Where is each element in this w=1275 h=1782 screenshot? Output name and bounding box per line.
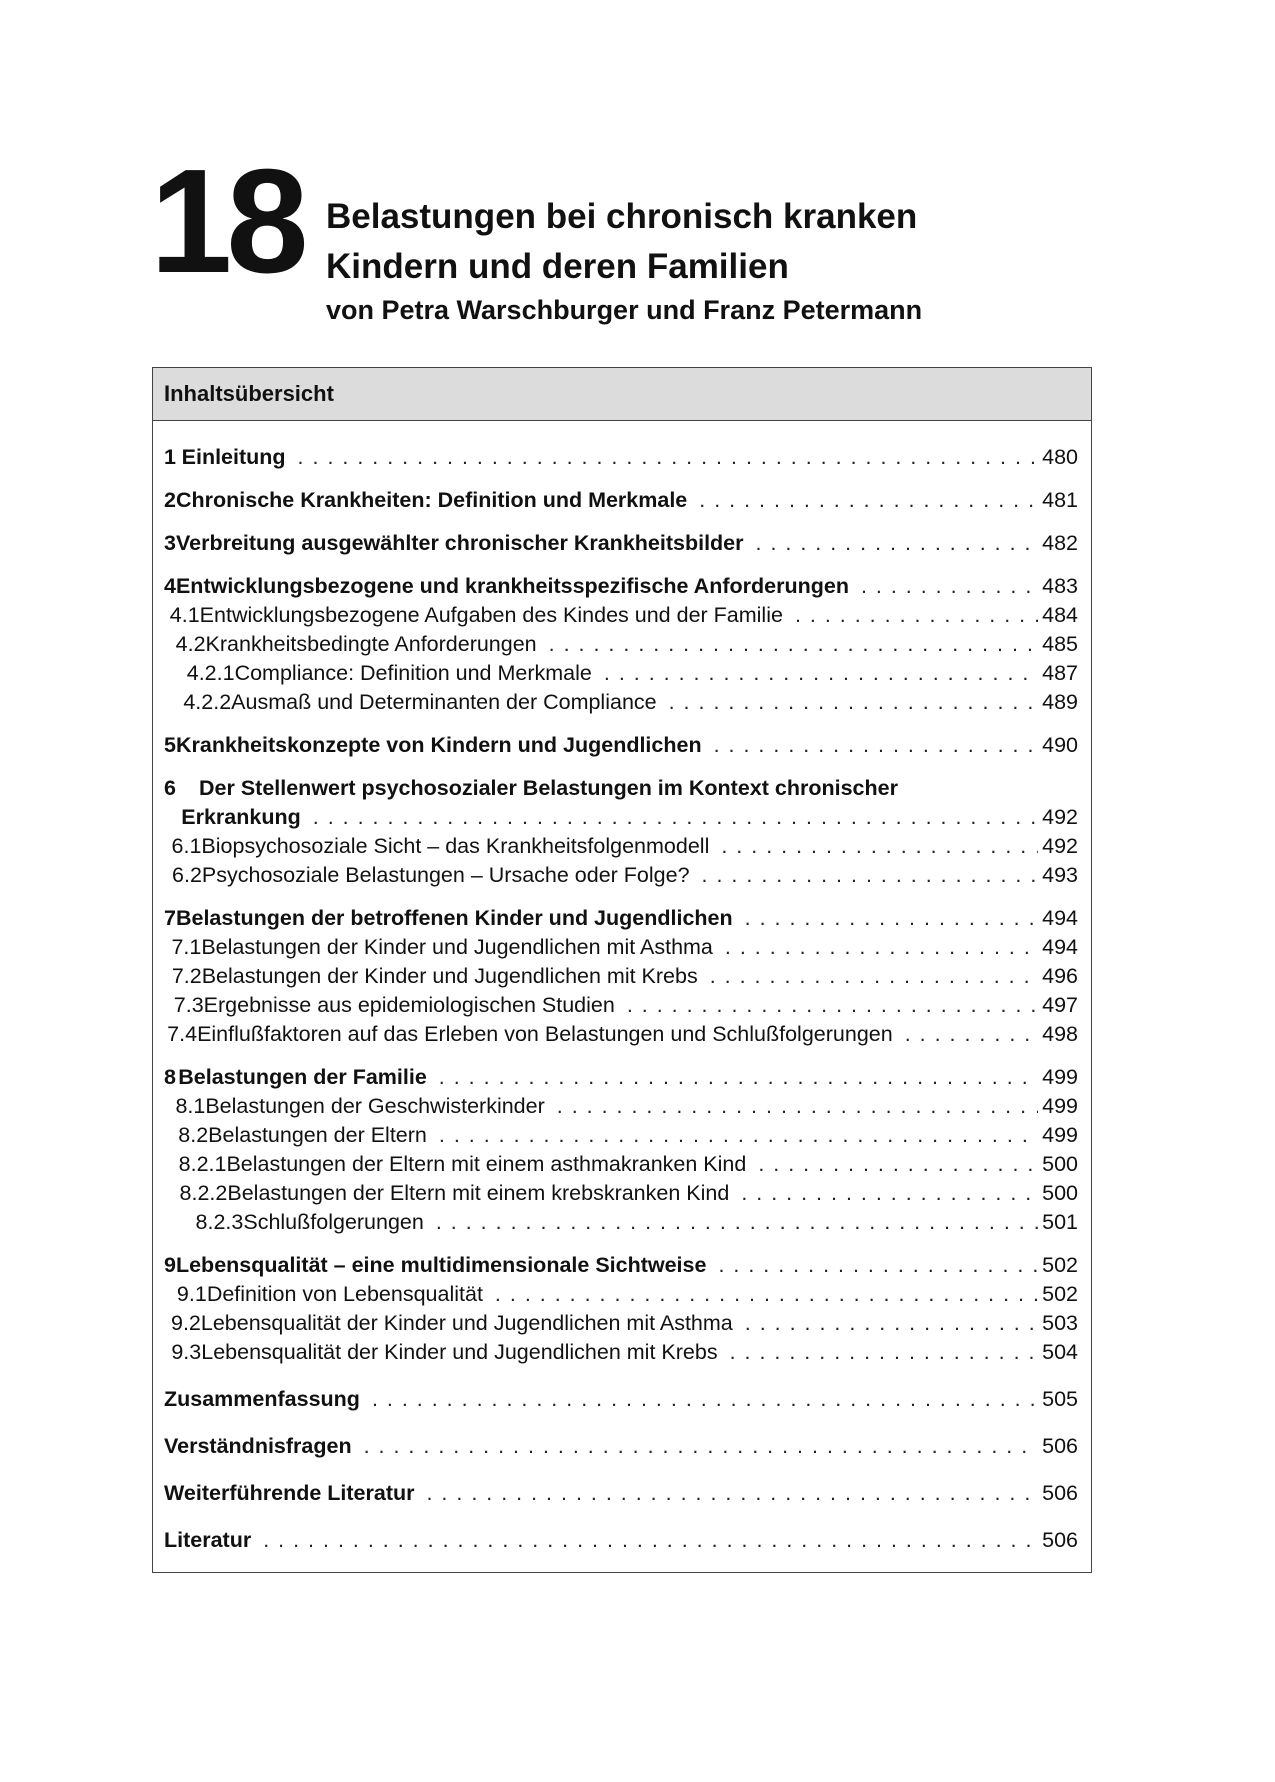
toc-entry-number: 8.2.1 <box>178 1152 227 1176</box>
toc-leader-dots <box>669 688 1039 717</box>
toc-entry-title: Lebensqualität der Kinder und Jugendlichen mit Krebs <box>201 1340 718 1364</box>
toc-entry-8-2-2[interactable] <box>164 1179 1078 1208</box>
toc-entry-page: 485 <box>1042 632 1078 656</box>
toc-entry-title: Zusammenfassung <box>164 1387 360 1411</box>
toc-entry-number: 5 <box>164 733 176 757</box>
toc-entry-7-4[interactable] <box>164 1020 1078 1049</box>
table-of-contents <box>152 367 1092 1573</box>
toc-entry-title: Belastungen der Kinder und Jugendlichen mit Asthma <box>201 935 713 959</box>
toc-entry-6-line-1[interactable] <box>164 774 1078 803</box>
toc-leader-dots <box>756 529 1039 558</box>
toc-entry-title: Belastungen der Kinder und Jugendlichen mit Krebs <box>201 964 698 988</box>
toc-leader-dots <box>495 1280 1038 1309</box>
toc-entry-page: 481 <box>1042 488 1078 512</box>
toc-entry-number: 9 <box>164 1253 176 1277</box>
toc-entry-title: Compliance: Definition und Merkmale <box>234 661 592 685</box>
toc-entry-title: Belastungen der Eltern mit einem asthmakranken Kind <box>226 1152 747 1176</box>
toc-leader-dots <box>721 832 1038 861</box>
toc-entry-title: Belastungen der Eltern <box>208 1123 427 1147</box>
toc-entry-title: Verständnisfragen <box>164 1434 352 1458</box>
toc-entry-page: 499 <box>1042 1065 1078 1089</box>
chapter-title-line-1: Belastungen bei chronisch kranken <box>326 197 918 236</box>
toc-entry-title: Krankheitskonzepte von Kindern und Jugendlichen <box>175 733 702 757</box>
toc-entry-page: 492 <box>1042 805 1078 829</box>
toc-entry-4-2[interactable] <box>164 630 1078 659</box>
toc-entry-page: 504 <box>1042 1340 1078 1364</box>
toc-leader-dots <box>436 1208 1038 1237</box>
toc-entry-number: 4.2.1 <box>186 661 235 685</box>
toc-entry-6-line-2[interactable] <box>164 803 1078 832</box>
toc-entry-9-3[interactable] <box>164 1338 1078 1367</box>
toc-entry-title: Belastungen der betroffenen Kinder und Jugendlichen <box>175 906 733 930</box>
toc-entry-number: 8 <box>164 1065 176 1089</box>
toc-leader-dots <box>795 601 1038 630</box>
toc-header: Inhaltsübersicht <box>153 368 1091 421</box>
toc-entry-page: 484 <box>1042 603 1078 627</box>
toc-entry-4-2-1[interactable] <box>164 659 1078 688</box>
toc-entry-4[interactable] <box>164 572 1078 601</box>
toc-entry-title: Lebensqualität – eine multidimensionale Sichtweise <box>175 1253 707 1277</box>
toc-entry-number: 8.2.3 <box>195 1210 244 1234</box>
toc-entry-title: Weiterführende Literatur <box>164 1481 415 1505</box>
toc-leader-dots <box>557 1092 1038 1121</box>
toc-leader-dots <box>745 1309 1038 1338</box>
toc-leader-dots <box>699 486 1038 515</box>
toc-entry-8-2-1[interactable] <box>164 1150 1078 1179</box>
toc-leader-dots <box>741 1179 1038 1208</box>
toc-entry-page: 498 <box>1042 1022 1078 1046</box>
toc-entry-number: 1 <box>164 445 176 469</box>
toc-entry-3[interactable] <box>164 529 1078 558</box>
toc-entry-4-1[interactable] <box>164 601 1078 630</box>
toc-entry-page: 483 <box>1042 574 1078 598</box>
toc-entry-number: 8.2 <box>178 1123 209 1147</box>
toc-leader-dots <box>702 861 1039 890</box>
toc-entry-page: 494 <box>1042 906 1078 930</box>
toc-entry-number: 7.3 <box>173 993 204 1017</box>
toc-body <box>153 421 1091 1555</box>
toc-leader-dots <box>718 1251 1038 1280</box>
toc-entry-6-2[interactable] <box>164 861 1078 890</box>
toc-entry-title: Der Stellenwert psychosozialer Belastungen im Kontext chronischer <box>199 776 898 800</box>
toc-leader-dots <box>298 443 1039 472</box>
toc-entry-title: Ergebnisse aus epidemiologischen Studien <box>203 993 615 1017</box>
toc-entry-7-3[interactable] <box>164 991 1078 1020</box>
toc-entry-2[interactable] <box>164 486 1078 515</box>
toc-leader-dots <box>714 731 1039 760</box>
toc-entry-title: Lebensqualität der Kinder und Jugendlichen mit Asthma <box>200 1311 733 1335</box>
toc-entry-page: 492 <box>1042 834 1078 858</box>
toc-entry-title: Krankheitsbedingte Anforderungen <box>205 632 537 656</box>
toc-entry-title: Entwicklungsbezogene und krankheitsspezifische Anforderungen <box>175 574 849 598</box>
toc-entry-summary[interactable] <box>164 1385 1078 1414</box>
toc-entry-page: 500 <box>1042 1152 1078 1176</box>
toc-entry-number: 7 <box>164 906 176 930</box>
toc-entry-title: Belastungen der Geschwisterkinder <box>205 1094 545 1118</box>
toc-entry-number: 4 <box>164 574 176 598</box>
toc-entry-number: 9.1 <box>176 1282 207 1306</box>
toc-leader-dots <box>745 904 1038 933</box>
toc-leader-dots <box>861 572 1038 601</box>
chapter-number: 18 <box>150 139 303 304</box>
toc-entry-page: 499 <box>1042 1094 1078 1118</box>
toc-entry-number: 6.1 <box>171 834 202 858</box>
toc-leader-dots <box>730 1338 1039 1367</box>
toc-entry-title: Entwicklungsbezogene Aufgaben des Kindes und der Familie <box>199 603 783 627</box>
toc-entry-title: Definition von Lebensqualität <box>206 1282 483 1306</box>
toc-entry-9-2[interactable] <box>164 1309 1078 1338</box>
toc-entry-page: 482 <box>1042 531 1078 555</box>
toc-entry-page: 493 <box>1042 863 1078 887</box>
toc-leader-dots <box>313 803 1038 832</box>
toc-entry-page: 502 <box>1042 1253 1078 1277</box>
toc-entry-title: Psychosoziale Belastungen – Ursache oder Folge? <box>201 863 690 887</box>
toc-entry-number: 2 <box>164 488 176 512</box>
toc-entry-number: 6 <box>164 776 176 800</box>
toc-entry-7-1[interactable] <box>164 933 1078 962</box>
toc-entry-title: Chronische Krankheiten: Definition und Merkmale <box>175 488 688 512</box>
toc-entry-title: Verbreitung ausgewählter chronischer Krankheitsbilder <box>175 531 744 555</box>
toc-entry-questions[interactable] <box>164 1432 1078 1461</box>
toc-entry-title: Belastungen der Eltern mit einem krebskranken Kind <box>227 1181 730 1205</box>
toc-entry-number: 3 <box>164 531 176 555</box>
chapter-authors: von Petra Warschburger und Franz Petermann <box>326 295 923 325</box>
toc-leader-dots <box>905 1020 1038 1049</box>
toc-leader-dots <box>725 933 1038 962</box>
toc-entry-number: 7.4 <box>167 1022 198 1046</box>
toc-leader-dots <box>364 1432 1039 1461</box>
toc-entry-8-2-3[interactable] <box>164 1208 1078 1237</box>
toc-leader-dots <box>758 1150 1038 1179</box>
toc-entry-page: 501 <box>1042 1210 1078 1234</box>
toc-entry-4-2-2[interactable] <box>164 688 1078 717</box>
toc-entry-9-1[interactable] <box>164 1280 1078 1309</box>
toc-entry-1[interactable] <box>164 443 1078 472</box>
toc-entry-title: Erkrankung <box>181 805 301 829</box>
chapter-title-line-2: Kindern und deren Familien <box>326 247 789 286</box>
toc-entry-title: Schlußfolgerungen <box>243 1210 424 1234</box>
toc-entry-page: 505 <box>1042 1387 1078 1411</box>
toc-entry-title: Belastungen der Familie <box>178 1065 427 1089</box>
toc-entry-page: 502 <box>1042 1282 1078 1306</box>
toc-entry-number: 4.1 <box>169 603 200 627</box>
toc-entry-title: Biopsychosoziale Sicht – das Krankheitsfolgenmodell <box>201 834 710 858</box>
toc-entry-number: 6.2 <box>172 863 202 887</box>
toc-entry-page: 490 <box>1042 733 1078 757</box>
toc-entry-title: Ausmaß und Determinanten der Compliance <box>231 690 657 714</box>
toc-entry-8[interactable] <box>164 1063 1078 1092</box>
toc-leader-dots <box>627 991 1038 1020</box>
toc-entry-page: 496 <box>1042 964 1078 988</box>
toc-entry-6-1[interactable] <box>164 832 1078 861</box>
toc-entry-title: Einflußfaktoren auf das Erleben von Belastungen und Schlußfolgerungen <box>197 1022 893 1046</box>
toc-entry-9[interactable] <box>164 1251 1078 1280</box>
toc-entry-number: 8.1 <box>175 1094 206 1118</box>
toc-entry-page: 506 <box>1042 1481 1078 1505</box>
toc-entry-page: 497 <box>1042 993 1078 1017</box>
toc-entry-5[interactable] <box>164 731 1078 760</box>
toc-entry-number: 9.2 <box>170 1311 201 1335</box>
toc-entry-page: 480 <box>1042 445 1078 469</box>
toc-leader-dots <box>426 1479 1038 1508</box>
toc-entry-page: 494 <box>1042 935 1078 959</box>
toc-entry-further-reading[interactable] <box>164 1479 1078 1508</box>
toc-entry-number: 9.3 <box>171 1340 202 1364</box>
toc-entry-number: 8.2.2 <box>179 1181 228 1205</box>
toc-entry-page: 489 <box>1042 690 1078 714</box>
toc-entry-page: 506 <box>1042 1434 1078 1458</box>
toc-entry-page: 503 <box>1042 1311 1078 1335</box>
toc-entry-page: 499 <box>1042 1123 1078 1147</box>
toc-leader-dots <box>372 1385 1038 1414</box>
toc-leader-dots <box>439 1121 1038 1150</box>
toc-entry-page: 500 <box>1042 1181 1078 1205</box>
toc-leader-dots <box>710 962 1038 991</box>
toc-entry-8-2[interactable] <box>164 1121 1078 1150</box>
toc-entry-7-2[interactable] <box>164 962 1078 991</box>
toc-entry-8-1[interactable] <box>164 1092 1078 1121</box>
toc-leader-dots <box>263 1526 1038 1555</box>
toc-entry-number: 7.2 <box>171 964 202 988</box>
toc-entry-title: Literatur <box>164 1528 252 1552</box>
toc-leader-dots <box>604 659 1038 688</box>
toc-entry-page: 506 <box>1042 1528 1078 1552</box>
toc-entry-7[interactable] <box>164 904 1078 933</box>
toc-entry-number: 4.2 <box>175 632 206 656</box>
toc-leader-dots <box>549 630 1038 659</box>
chapter-heading <box>326 192 922 328</box>
toc-entry-page: 487 <box>1042 661 1078 685</box>
toc-entry-literature[interactable] <box>164 1526 1078 1555</box>
toc-entry-number: 4.2.2 <box>183 690 232 714</box>
toc-entry-number: 7.1 <box>171 935 202 959</box>
toc-leader-dots <box>439 1063 1038 1092</box>
toc-entry-title: Einleitung <box>181 445 286 469</box>
